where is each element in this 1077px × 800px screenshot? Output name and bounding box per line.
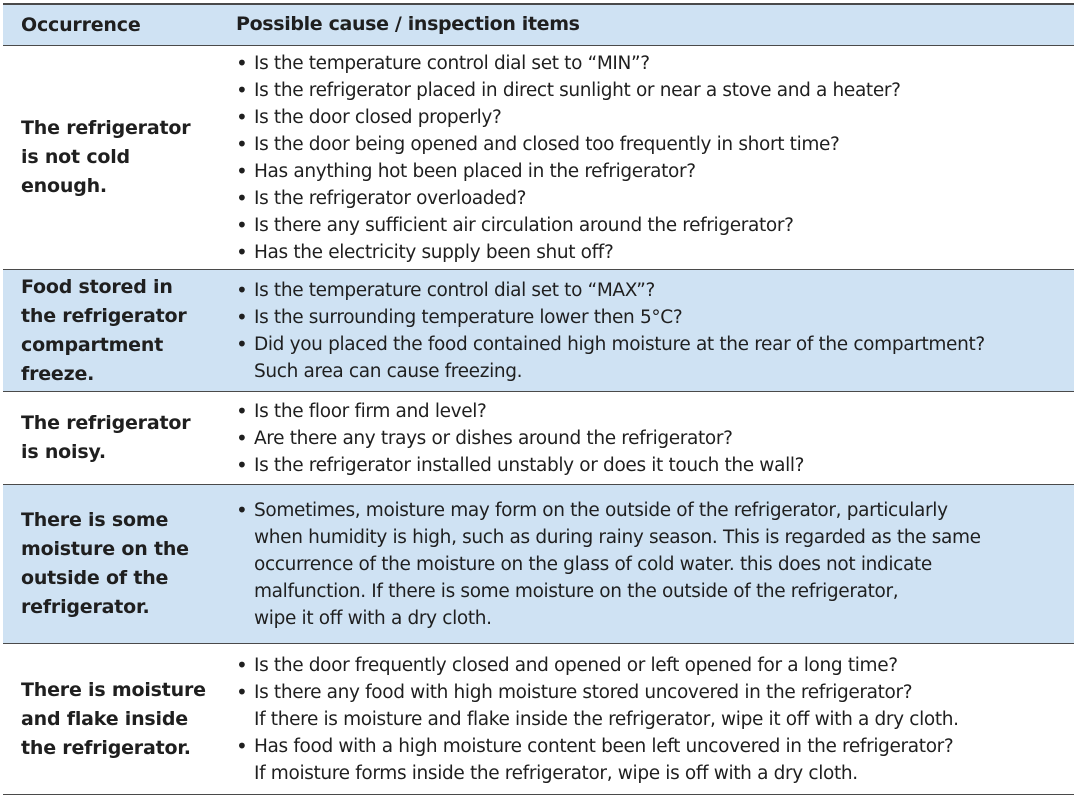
list-item: • Is the refrigerator overloaded? <box>236 185 1074 212</box>
list-item: • Is the temperature control dial set to “MAX”? <box>236 277 1074 304</box>
cause-cell <box>211 46 1074 269</box>
list-item: • Is the surrounding temperature lower then 5°C? <box>236 304 1074 331</box>
list-item: • Has food with a high moisture content been left uncovered in the refrigerator? <box>236 733 1074 760</box>
list-item: • Is the refrigerator placed in direct sunlight or near a stove and a heater? <box>236 77 1074 104</box>
table-header-row <box>3 5 1074 46</box>
list-item: • Are there any trays or dishes around the refrigerator? <box>236 425 1074 452</box>
occurrence-cell: The refrigerator is noisy. <box>21 412 191 463</box>
occurrence-cell: There is moisture and flake inside the refrigerator. <box>21 678 206 759</box>
header-occurrence: Occurrence <box>21 14 141 36</box>
cause-cell <box>211 392 1074 484</box>
occurrence-cell: The refrigerator is not cold enough. <box>21 117 191 197</box>
cause-cell <box>211 644 1074 794</box>
list-item: • Is the temperature control dial set to “MIN”? <box>236 50 1074 77</box>
list-item-continuation: Such area can cause freezing. <box>254 360 523 382</box>
occurrence-cell: There is some moisture on the outside of the refrigerator. <box>21 509 189 618</box>
troubleshooting-table <box>3 3 1074 795</box>
list-item: • Is the door closed properly? <box>236 104 1074 131</box>
cause-cell <box>211 485 1074 643</box>
occurrence-cell: Food stored in the refrigerator compartment freeze. <box>21 275 187 385</box>
list-item: • Is there any sufficient air circulation around the refrigerator? <box>236 212 1074 239</box>
table-row <box>3 644 1074 795</box>
header-cause: Possible cause / inspection items <box>236 13 580 35</box>
list-item: • Is the floor firm and level? <box>236 398 1074 425</box>
list-item-continuation: If moisture forms inside the refrigerator, wipe is off with a dry cloth. <box>254 762 858 784</box>
list-item: • Has the electricity supply been shut off? <box>236 239 1074 266</box>
list-item: • Is the door being opened and closed too frequently in short time? <box>236 131 1074 158</box>
list-item: • Is the refrigerator installed unstably or does it touch the wall? <box>236 452 1074 479</box>
list-item: • Did you placed the food contained high moisture at the rear of the compartment? <box>236 331 1074 358</box>
list-item: • Is there any food with high moisture stored uncovered in the refrigerator? <box>236 679 1074 706</box>
table-row <box>3 270 1074 392</box>
list-item: • Is the door frequently closed and opened or left opened for a long time? <box>236 652 1074 679</box>
table-row <box>3 46 1074 270</box>
list-item-continuation: If there is moisture and flake inside the refrigerator, wipe it off with a dry cloth. <box>254 708 959 730</box>
table-row <box>3 485 1074 644</box>
list-item: • Has anything hot been placed in the refrigerator? <box>236 158 1074 185</box>
table-row <box>3 392 1074 485</box>
cause-cell <box>211 270 1074 391</box>
list-item: • Sometimes, moisture may form on the outside of the refrigerator, particularly when humidity is high, such as during rainy season. This is regarded as the same occurrence of the moisture on the glass of cold water. this does not indicate malfunction. If there is some moisture on the outside of the refrigerator, wipe it off with a dry cloth. <box>236 497 1074 632</box>
